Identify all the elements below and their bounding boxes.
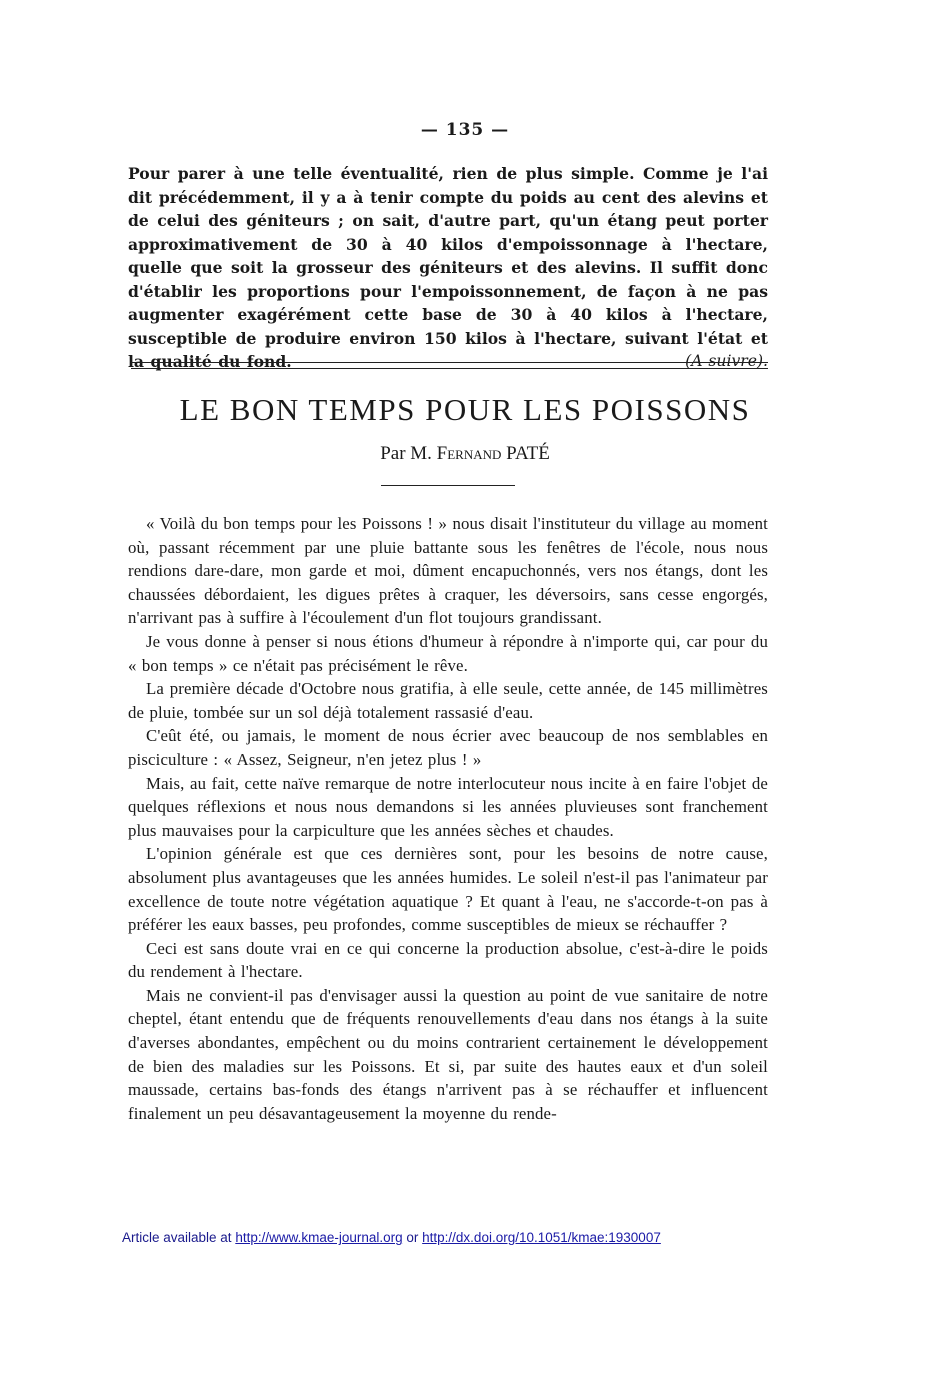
body-paragraph: L'opinion générale est que ces dernières sont, pour les besoins de notre cause, absolument plus avantageuses que les années humides. Le soleil n'est-il pas l'animateur par excellence de toute notre végétation aquatique ? Et quant à l'eau, ne s'accorde-t-on pas à préférer les eaux basses, peu profondes, comme susceptibles de mieux se réchauffer ? [128,844,768,935]
article-title: LE BON TEMPS POUR LES POISSONS [179,392,751,427]
journal-link[interactable]: http://www.kmae-journal.org [235,1230,403,1245]
body-paragraph: Je vous donne à penser si nous étions d'humeur à répondre à n'importe qui, car pour du « bon temps » ce n'était pas précisément le rêve. [128,631,768,675]
double-rule-top [131,362,768,363]
article-byline [0,443,930,465]
author-last-name: PATÉ [506,443,550,464]
intro-section [128,162,768,374]
body-paragraph: Ceci est sans doute vrai en ce qui concerne la production absolue, c'est-à-dire le poids du rendement à l'hectare. [128,938,768,982]
body-paragraph: Mais ne convient-il pas d'envisager aussi la question au point de vue sanitaire de notre cheptel, étant entendu que de fréquents renouvellements d'eau dans nos étangs à la suite d'averses abondantes, empêchent ou du moins contrarient certainement le développement de bien des maladies sur les Poissons. Et si, par suite des hautes eaux et d'un soleil maussade, certains bas-fonds des étangs n'arrivent pas à se réchauffer et influencent finalement un peu désavantageusement la moyenne du rende- [128,985,768,1123]
intro-paragraph [128,162,768,374]
byline-prefix: Par M. [380,443,432,464]
doi-link[interactable]: http://dx.doi.org/10.1051/kmae:1930007 [422,1230,661,1245]
author-first-name: Fernand [436,443,502,464]
footer-middle: or [402,1230,423,1245]
article-footer [122,1230,661,1245]
double-rule-bottom [131,368,768,369]
body-paragraph: Mais, au fait, cette naïve remarque de notre interlocuteur nous incite à en faire l'objet de quelques réflexions et nous nous demandons si les années pluvieuses sont franchement plus mauvaises pour la carpiculture que les années sèches et chaudes. [128,773,768,840]
intro-paragraph-text: Pour parer à une telle éventualité, rien de plus simple. Comme je l'ai dit précédemment, il y a à tenir compte du poids au cent des alevins et de celui des géniteurs ; on sait, d'autre part, qu'un étang peut porter approximativement de 30 à 40 kilos d'empoissonnage à l'hectare, quelle que soit la grosseur des géniteurs et des alevins. Il suffit donc d'établir les proportions pour l'empoissonnement, de façon à ne pas augmenter exagérément cette base de 30 à 40 kilos à l'hectare, susceptible de produire environ 150 kilos à l'hectare, suivant l'état et la qualité du fond. [128,164,768,371]
title-separator-rule [381,485,515,486]
body-paragraph: La première décade d'Octobre nous gratifia, à elle seule, cette année, de 145 millimètres de pluie, tombée sur un sol déjà totalement rassasié d'eau. [128,679,768,722]
footer-prefix: Article available at [122,1230,236,1245]
body-paragraph: C'eût été, ou jamais, le moment de nous écrier avec beaucoup de nos semblables en pisciculture : « Assez, Seigneur, n'en jetez plus ! » [128,726,768,769]
article-body [128,512,768,1125]
page-number: — 135 — [420,120,510,140]
continued-note: (A suivre). [685,352,768,370]
body-paragraph: « Voilà du bon temps pour les Poissons ! » nous disait l'instituteur du village au moment où, passant récemment par une pluie battante sous les fenêtres de l'école, nous nous rendions dare-dare, mon garde et moi, dûment encapuchonnés, vers nos étangs, dont les chaussées débordaient, les digues prêtes à craquer, les déversoirs, sans cesse engorgés, n'arrivant pas à suffire à l'écoulement d'un flot toujours grandissant. [128,514,768,628]
